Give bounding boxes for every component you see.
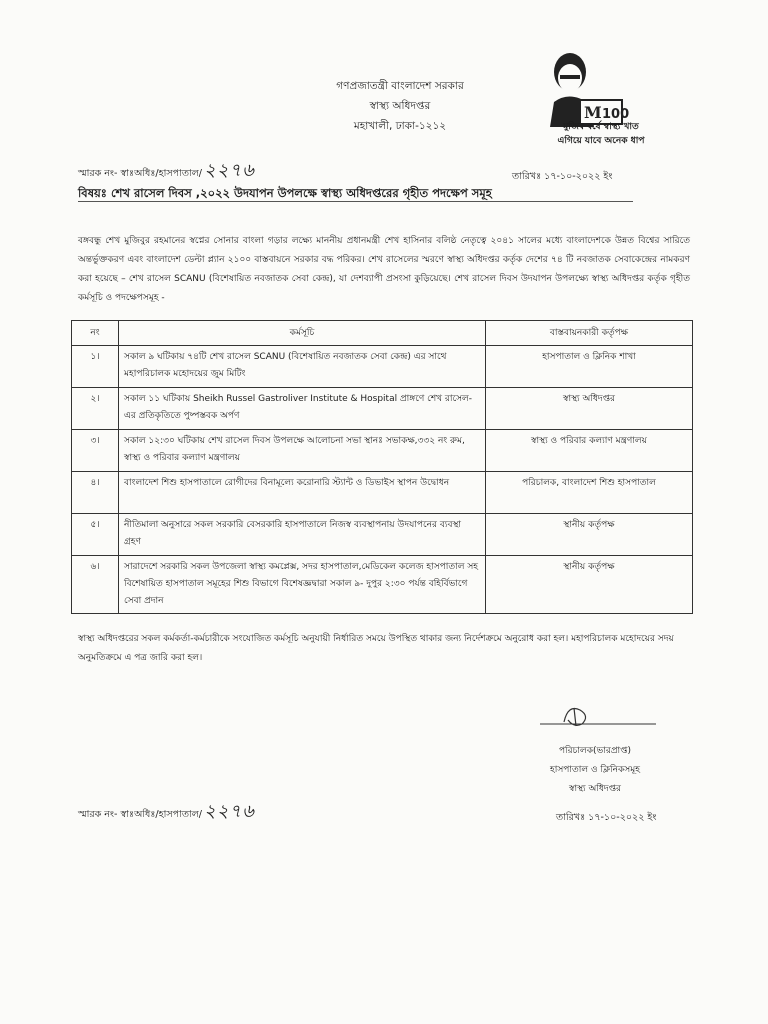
svg-text:M: M	[584, 103, 602, 122]
svg-text:100: 100	[602, 107, 630, 122]
subject-line: বিষয়ঃ শেখ রাসেল দিবস ,২০২২ উদযাপন উপলক্ষে স্বাস্থ্য অধিদপ্তরের গৃহীত পদক্ষেপ সমূহ	[78, 186, 492, 200]
table-row	[72, 514, 693, 556]
logo-caption	[516, 120, 686, 148]
row-program: সকাল ৯ ঘটিকায় ৭৪টি শেখ রাসেল SCANU (বিশেষায়িত নবজাতক সেবা কেন্দ্র) এর সাথে মহাপরিচালক মহোদয়ের জুম মিটিং	[119, 346, 486, 388]
header-program: কর্মসূচি	[119, 321, 486, 346]
row-authority: স্থানীয় কর্তৃপক্ষ	[486, 514, 693, 556]
department-name: স্বাস্থ্য অধিদপ্তর	[369, 100, 431, 112]
memo-ref-number: ২২৭৬	[204, 160, 255, 181]
row-number: ৫।	[72, 514, 119, 556]
program-table	[71, 320, 693, 614]
table-row	[72, 388, 693, 430]
table-row	[72, 556, 693, 614]
subject-underline	[78, 201, 633, 202]
table-header-row	[72, 321, 693, 346]
row-authority: পরিচালক, বাংলাদেশ শিশু হাসপাতাল	[486, 472, 693, 514]
table-row	[72, 472, 693, 514]
closing-paragraph: স্বাস্থ্য অধিদপ্তরের সকল কর্মকর্তা-কর্মচারীকে সংযোজিত কর্মসূচি অনুযায়ী নির্ধারিত সময়ে উপস্থিত থাকার জন্য নির্দেশক্রমে অনুরোধ করা হল। মহাপরিচালক মহোদয়ের সদয় অনুমতিক্রমে এ পত্র জারি করা হল।	[78, 634, 674, 663]
logo-caption-line2: এগিয়ে যাবে অনেক ধাপ	[557, 136, 645, 146]
row-number: ৪।	[72, 472, 119, 514]
office-address: মহাখালী, ঢাকা-১২১২	[353, 120, 447, 132]
row-number: ৬।	[72, 556, 119, 614]
table-row	[72, 346, 693, 388]
footer-memo-date: তারিখঃ ১৭-১০-২০২২ ইং	[556, 812, 657, 823]
govt-name: গণপ্রজাতন্ত্রী বাংলাদেশ সরকার	[336, 80, 464, 92]
header-no: নং	[72, 321, 119, 346]
row-number: ১।	[72, 346, 119, 388]
footer-memo-ref-label: স্মারক নং- স্বাঃঅধিঃ/হাসপাতাল/	[78, 809, 202, 820]
row-program: সারাদেশে সরকারি সকল উপজেলা স্বাস্থ্য কমপ্লেক্স, সদর হাসপাতাল,মেডিকেল কলেজ হাসপাতাল সহ বিশেষায়িত হাসপাতাল সমূহের শিশু বিভাগে বিশেষজ্ঞদ্বারা সকাল ৯- দুপুর ২:৩০ পর্যন্ত বহির্বিভাগে সেবা প্রদান	[119, 556, 486, 614]
row-program: সকাল ১২:৩০ ঘটিকায় শেখ রাসেল দিবস উপলক্ষে আলোচনা সভা স্থানঃ সভাকক্ষ,৩৩২ নং রুম, স্বাস্থ্য ও পরিবার কল্যাণ মন্ত্রণালয়	[119, 430, 486, 472]
table-row	[72, 430, 693, 472]
row-number: ৩।	[72, 430, 119, 472]
memo-ref-label: স্মারক নং- স্বাঃঅধিঃ/হাসপাতাল/	[78, 168, 202, 179]
row-number: ২।	[72, 388, 119, 430]
row-program: সকাল ১১ ঘটিকায় Sheikh Russel Gastroliver Institute & Hospital প্রাঙ্গণে শেখ রাসেল-এর প্রতিকৃতিতে পুষ্পস্তবক অর্পণ	[119, 388, 486, 430]
row-authority: হাসপাতাল ও ক্লিনিক শাখা	[486, 346, 693, 388]
row-program: নীতিমালা অনুসারে সকল সরকারি বেসরকারি হাসপাতালে নিজস্ব ব্যবস্থাপনায় উদযাপনের ব্যবস্থা গ্রহণ	[119, 514, 486, 556]
row-authority: স্বাস্থ্য অধিদপ্তর	[486, 388, 693, 430]
memo-reference	[78, 160, 255, 181]
signature-block	[520, 742, 670, 799]
signature-mark	[538, 700, 658, 730]
memo-date: তারিখঃ ১৭-১০-২০২২ ইং	[512, 171, 613, 182]
row-authority: স্থানীয় কর্তৃপক্ষ	[486, 556, 693, 614]
footer-memo-reference	[78, 801, 255, 822]
body-paragraph: বঙ্গবন্ধু শেখ মুজিবুর রহমানের স্বপ্নের সোনার বাংলা গড়ার লক্ষ্যে মাননীয় প্রধানমন্ত্রী শেখ হাসিনার বলিষ্ঠ নেতৃত্বে ২০৪১ সালের মধ্যে বাংলাদেশকে উন্নত বিশ্বের সারিতে অন্তর্ভুক্তকরণ এবং বাংলাদেশ ডেল্টা প্ল্যান ২১০০ বাস্তবায়নে সরকার বদ্ধ পরিকর। শেখ রাসেলের স্মরণে স্বাস্থ্য অধিদপ্তর কর্তৃক দেশের ৭৪ টি নবজাতক সেবাকেন্দ্রের নামকরণ করা হয়েছে – শেখ রাসেল SCANU (বিশেষায়িত নবজাতক সেবা কেন্দ্র), যা দেশব্যাপী প্রসংসা কুড়িয়েছে। শেখ রাসেল দিবস উদযাপন উপলক্ষ্যে স্বাস্থ্য অধিদপ্তর কর্তৃক গৃহীত কর্মসূচি ও পদক্ষেপসমূহ -	[78, 236, 690, 303]
header-authority: বাস্তবায়নকারী কর্তৃপক্ষ	[486, 321, 693, 346]
row-authority: স্বাস্থ্য ও পরিবার কল্যাণ মন্ত্রণালয়	[486, 430, 693, 472]
signatory-division: হাসপাতাল ও ক্লিনিকসমূহ	[550, 765, 640, 775]
footer-memo-ref-number: ২২৭৬	[204, 801, 255, 822]
signatory-department: স্বাস্থ্য অধিদপ্তর	[568, 784, 621, 794]
logo-caption-line1: মুজিব বর্ষে স্বাস্থ্য খাত	[563, 122, 639, 132]
signatory-title: পরিচালক(ভারপ্রাপ্ত)	[558, 746, 632, 756]
letterhead	[250, 76, 550, 136]
row-program: বাংলাদেশ শিশু হাসপাতালে রোগীদের বিনামূল্যে করোনারি স্ট্যান্ট ও ডিভাইস স্থাপন উদ্বোধন	[119, 472, 486, 514]
